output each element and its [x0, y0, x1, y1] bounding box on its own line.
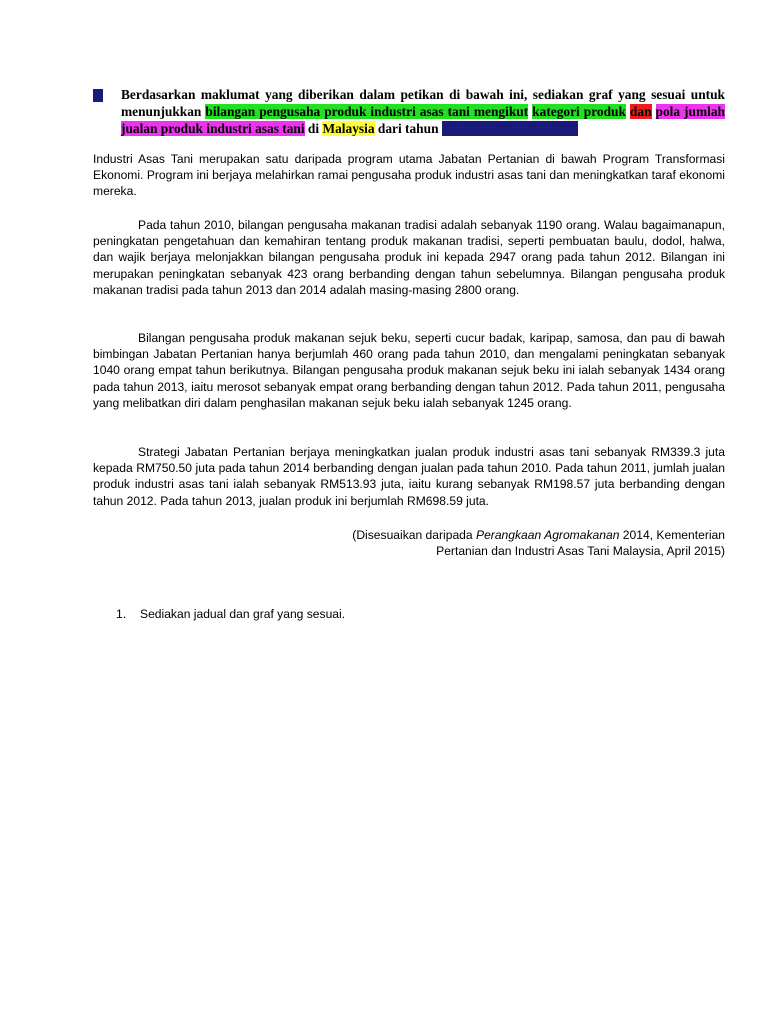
question-number: 1. — [116, 607, 127, 621]
instruction-space3 — [652, 104, 656, 119]
citation-line-1 — [225, 527, 725, 543]
highlight-product-category: kategori produk — [532, 104, 626, 119]
citation-suffix: 2014, Kementerian — [619, 528, 725, 542]
highlight-and: dan — [629, 104, 652, 119]
paragraph-frozen-food: Bilangan pengusaha produk makanan sejuk beku, seperti cucur badak, karipap, samosa, dan pau di bawah bimbingan Jabatan Pertanian hanya berjumlah 460 orang pada tahun 2010, dan mengalami peningkatan sebanyak 1040 orang empat tahun berikutnya. Bilangan pengusaha produk makanan sejuk beku ini ialah sebanyak 1434 orang pada tahun 2013, iaitu merosot sebanyak empat orang berbanding dengan tahun 2012. Pada tahun 2011, pengusaha yang melibatkan diri dalam penghasilan makanan sejuk beku ialah sebanyak 1245 orang. — [93, 331, 725, 410]
question-item — [116, 606, 345, 622]
citation-source-title: Perangkaan Agromakanan — [476, 528, 620, 542]
instruction-block — [93, 86, 725, 137]
square-bullet-icon — [93, 89, 103, 102]
question-text: Sediakan jadual dan graf yang sesuai. — [140, 607, 346, 621]
citation-line-2: Pertanian dan Industri Asas Tani Malaysia, April 2015) — [436, 544, 725, 559]
highlight-country: Malaysia — [322, 121, 375, 136]
instruction-between1: di — [304, 121, 323, 136]
paragraph-sales: Strategi Jabatan Pertanian berjaya meningkatkan jualan produk industri asas tani sebanyak RM339.3 juta kepada RM750.50 juta pada tahun 2014 berbanding dengan jualan pada tahun 2010. Pada tahun 2011, jumlah jualan produk industri asas tani ialah sebanyak RM513.93 juta, iaitu kurang sebanyak RM198.57 juta berbanding dengan tahun 2012. Pada tahun 2013, jualan produk ini berjumlah RM698.59 juta. — [93, 445, 725, 508]
highlight-year-range: 2010 hingga tahun 2014 — [441, 121, 578, 136]
source-citation — [225, 527, 725, 559]
citation-prefix: (Disesuaikan daripada — [352, 528, 476, 542]
instruction-text — [121, 86, 725, 137]
instruction-between2: dari tahun — [374, 121, 442, 136]
paragraph-intro: Industri Asas Tani merupakan satu daripada program utama Jabatan Pertanian di bawah Program Transformasi Ekonomi. Program ini berjaya melahirkan ramai pengusaha produk industri asas tani dan meningkatkan taraf ekonomi mereka. — [93, 152, 725, 199]
paragraph-traditional-food: Pada tahun 2010, bilangan pengusaha makanan tradisi adalah sebanyak 1190 orang. Walau bagaimanapun, peningkatan pengetahuan dan kemahiran tentang produk makanan tradisi, seperti pembuatan baulu, dodol, halwa, dan wajik berjaya melonjakkan bilangan pengusaha produk ini kepada 2947 orang pada tahun 2012. Bilangan ini merupakan peningkatan sebanyak 423 orang berbanding dengan tahun sebelumnya. Bilangan pengusaha produk makanan tradisi pada tahun 2013 dan 2014 adalah masing-masing 2800 orang. — [93, 218, 725, 297]
highlight-sales-pattern: pola jumlah jualan produk industri asas tani — [121, 104, 725, 136]
highlight-number-of-entrepreneurs: bilangan pengusaha produk industri asas tani mengikut — [205, 104, 529, 119]
instruction-part1: Berdasarkan maklumat yang diberikan dalam petikan di bawah ini, sediakan graf yang sesuai untuk menunjukkan — [121, 87, 725, 119]
